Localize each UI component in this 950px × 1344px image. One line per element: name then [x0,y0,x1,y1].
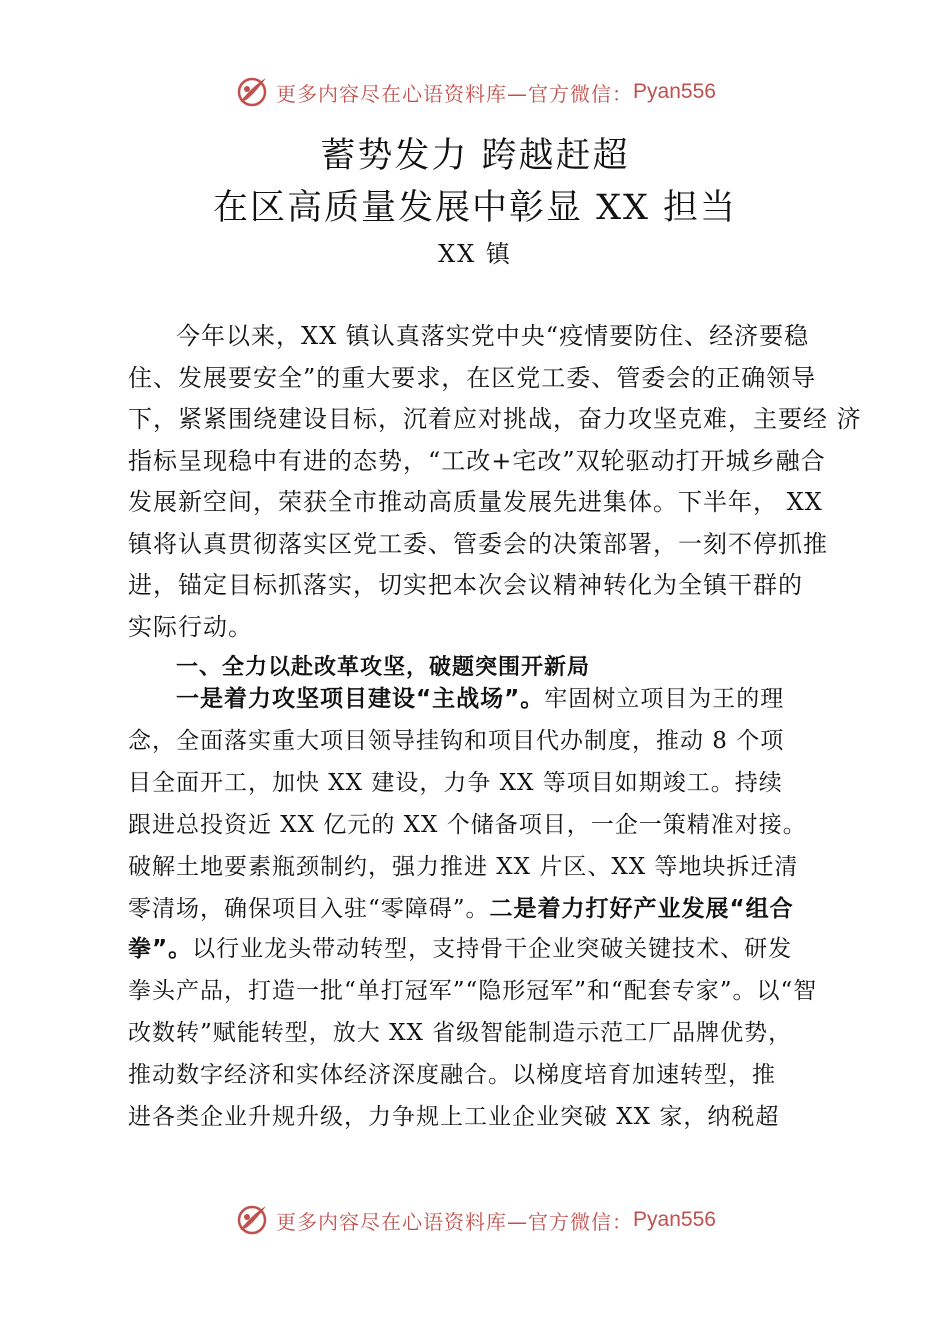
paragraph-line: 指标呈现稳中有进的态势，“工改+宅改”双轮驱动打开城乡融合 [128,446,826,475]
section-heading: 一、全力以赴改革攻坚，破题突围开新局 [176,655,591,680]
paragraph-line: 改数转”赋能转型，放大 XX 省级智能制造示范工厂品牌优势， [128,1020,793,1046]
paragraph-line: 念，全面落实重大项目领导挂钩和项目代办制度，推动 8 个项 [128,728,785,754]
paragraph-line [128,928,838,970]
point-heading: 一是着力攻坚项目建设“主战场”。 [176,686,545,712]
document-title-line1: 蓄势发力 跨越赶超 [320,136,630,176]
paragraph-line: 今年以来，XX 镇认真落实党中央“疫情要防住、经济要稳 [176,322,810,350]
intro-paragraph [128,316,862,648]
point-text: 零清场，确保项目入驻“零障碍”。 [128,896,490,922]
paragraph-line: 进，锚定目标抓落实，切实把本次会议精神转化为全镇干群的 [128,571,803,599]
quill-circle-logo-icon [234,1202,270,1238]
paragraph-line: 推动数字经济和实体经济深度融合。以梯度培育加速转型，推 [128,1062,776,1088]
document-title-line2: 在区高质量发展中彰显 XX 担当 [212,188,738,228]
footer-banner [0,1200,950,1240]
paragraph-line: 进各类企业升规升级，力争规上工业企业突破 XX 家，纳税超 [128,1104,780,1130]
banner-wechat-id: Pyan556 [633,80,716,103]
paragraph-line: 镇将认真贯彻落实区党工委、管委会的决策部署，一刻不停抓推 [128,529,828,558]
point-text: 以行业龙头带动转型，支持骨干企业突破关键技术、研发 [192,936,793,962]
paragraph-line [128,678,838,720]
banner-text: 更多内容尽在心语资料库—官方微信： [276,81,634,106]
paragraph-line [128,886,838,928]
point-text: 牢固树立项目为王的理 [544,686,785,712]
banner-text: 更多内容尽在心语资料库—官方微信： [276,1209,634,1234]
section-point-2 [128,886,838,1138]
paragraph-line: 实际行动。 [128,612,253,641]
quill-circle-logo-icon [234,74,270,110]
paragraph-line: 跟进总投资近 XX 亿元的 XX 个储备项目，一企一策精准对接。 [128,812,807,838]
paragraph-line: 发展新空间，荣获全市推动高质量发展先进集体。下半年， XX [128,488,823,516]
paragraph-line: 拳头产品，打造一批“单打冠军”“隐形冠军”和“配套专家”。以“智 [128,978,818,1004]
point-heading: 拳”。 [128,936,193,962]
point-heading: 二是着力打好产业发展“组合 [489,896,794,922]
paragraph-line: 破解土地要素瓶颈制约，强力推进 XX 片区、XX 等地块拆迁清 [128,854,799,880]
paragraph-line: 目全面开工，加快 XX 建设，力争 XX 等项目如期竣工。持续 [128,770,783,796]
paragraph-line: 下，紧紧围绕建设目标，沉着应对挑战，奋力攻坚克难，主要经 济 [128,405,862,433]
banner-wechat-id: Pyan556 [633,1208,716,1231]
document-organization: XX 镇 [438,240,512,268]
header-banner [0,72,950,112]
paragraph-line: 住、发展要安全”的重大要求，在区党工委、管委会的正确领导 [128,363,817,392]
